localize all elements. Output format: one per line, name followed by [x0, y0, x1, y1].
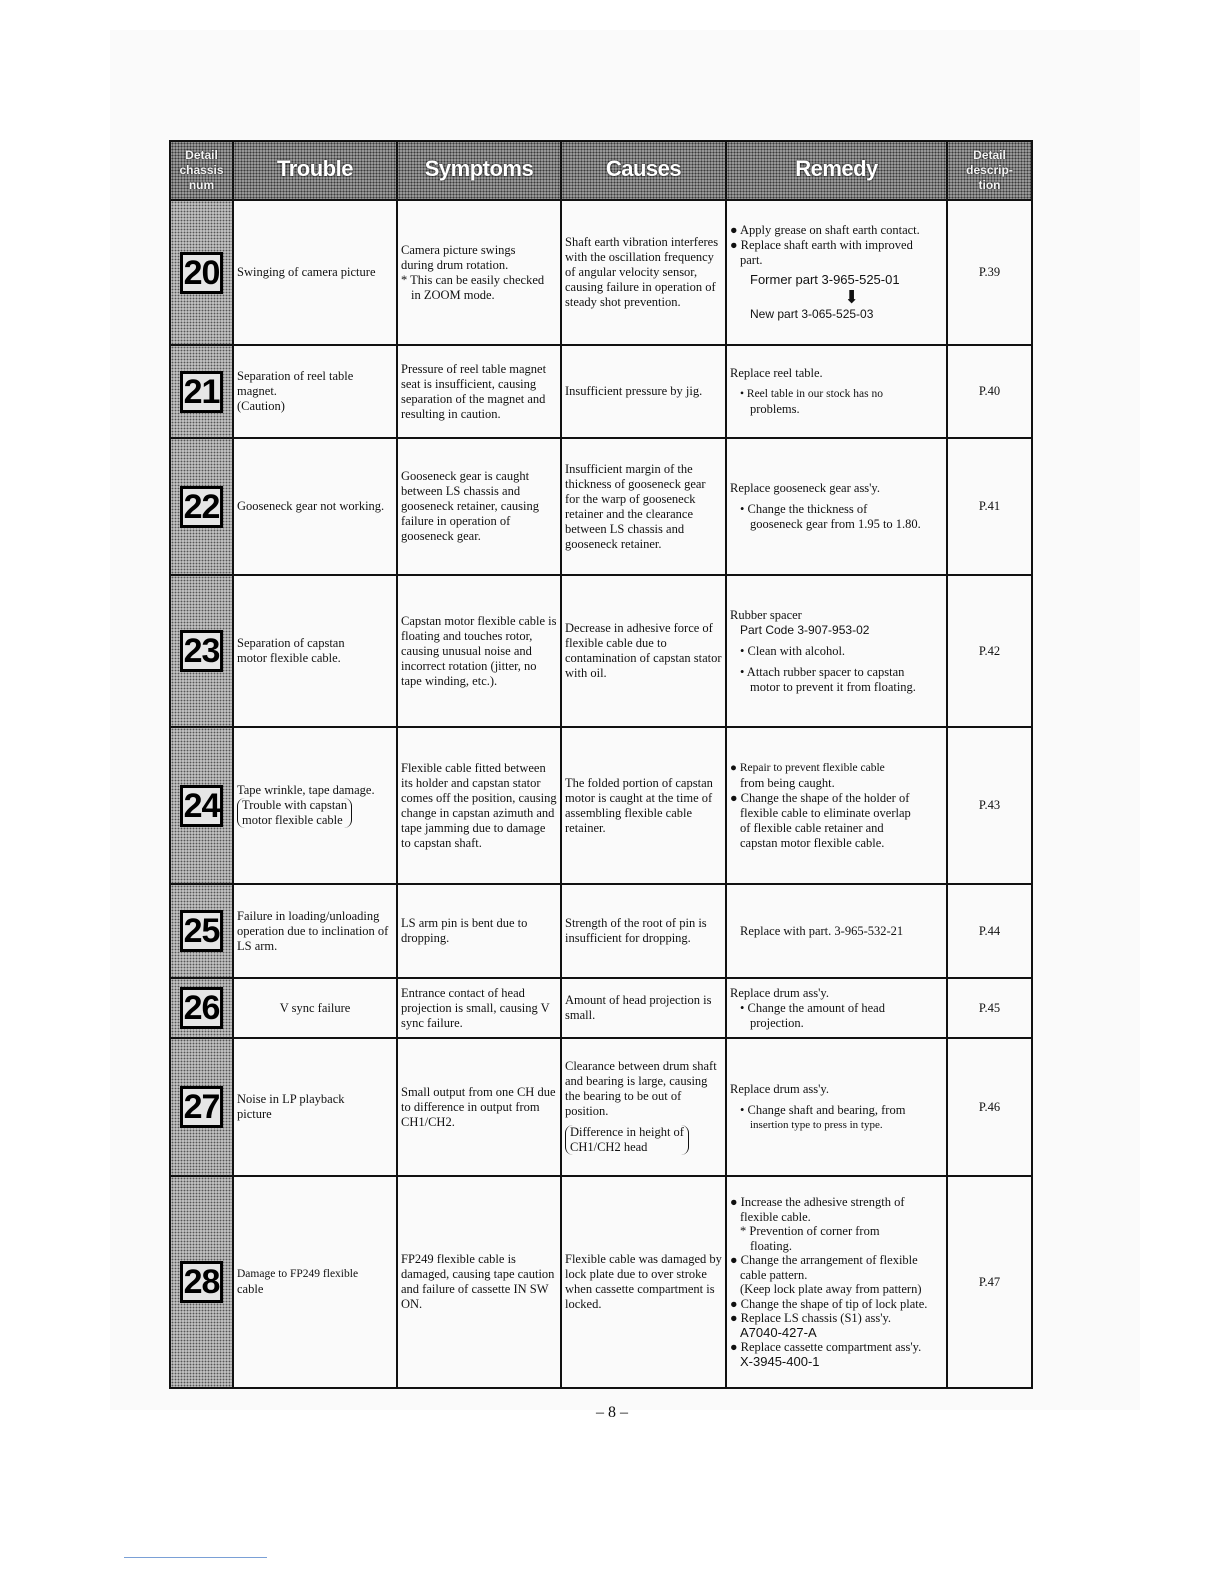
- trouble-table: [169, 140, 1033, 1389]
- detail-ref: P.39: [947, 200, 1032, 345]
- table-row: [170, 884, 1032, 978]
- cause-cell: Decrease in adhesive force of flexible cable due to contamination of capstan stator with oil.: [561, 575, 726, 727]
- detail-ref: P.47: [947, 1176, 1032, 1388]
- trouble-cell: Gooseneck gear not working.: [233, 438, 397, 575]
- trouble-cell: V sync failure: [233, 978, 397, 1038]
- table-row: [170, 200, 1032, 345]
- symptom-cell: LS arm pin is bent due to dropping.: [397, 884, 561, 978]
- trouble-cell: Failure in loading/unloading operation due to inclination of LS arm.: [233, 884, 397, 978]
- remedy-cell: Rubber spacer Part Code 3-907-953-02 • Clean with alcohol. • Attach rubber spacer to capstan motor to prevent it from floating.: [726, 575, 947, 727]
- cause-cell: The folded portion of capstan motor is caught at the time of assembling flexible cable retainer.: [561, 727, 726, 884]
- remedy-cell: ● Apply grease on shaft earth contact. ● Replace shaft earth with improved part. Former part 3-965-525-01 ⬇ New part 3-065-525-03: [726, 200, 947, 345]
- cause-cell: Flexible cable was damaged by lock plate due to over stroke when cassette compartment is locked.: [561, 1176, 726, 1388]
- row-number: 20: [170, 200, 233, 345]
- page-number: – 8 –: [596, 1404, 628, 1421]
- remedy-cell: ● Repair to prevent flexible cable from being caught. ● Change the shape of the holder of flexible cable to eliminate overlap of flexible cable retainer and capstan motor flexible cable.: [726, 727, 947, 884]
- arrow-down-icon: ⬇: [843, 287, 860, 307]
- table-row: [170, 1038, 1032, 1176]
- remedy-cell: ● Increase the adhesive strength of flexible cable. * Prevention of corner from floating. ● Change the arrangement of flexible cable pattern. (Keep lock plate away from pattern) ● Change the shape of tip of lock plate. ● Replace LS chassis (S1) ass'y. A7040-427-A ● Replace cassette compartment ass'y. X-3945-400-1: [726, 1176, 947, 1388]
- row-number: 25: [170, 884, 233, 978]
- table-row: [170, 727, 1032, 884]
- symptom-cell: Flexible cable fitted between its holder and capstan stator comes off the position, causing change in capstan azimuth and tape jamming due to damage to capstan shaft.: [397, 727, 561, 884]
- detail-ref: P.46: [947, 1038, 1032, 1176]
- detail-ref: P.41: [947, 438, 1032, 575]
- cause-cell: Insufficient pressure by jig.: [561, 345, 726, 438]
- header-symptoms: Symptoms: [397, 141, 561, 200]
- row-number: 21: [170, 345, 233, 438]
- symptom-cell: Capstan motor flexible cable is floating and touches rotor, causing unusual noise and incorrect rotation (jitter, no tape winding, etc.).: [397, 575, 561, 727]
- table-row: [170, 978, 1032, 1038]
- row-number: 27: [170, 1038, 233, 1176]
- symptom-cell: Camera picture swings during drum rotation. * This can be easily checked in ZOOM mode.: [397, 200, 561, 345]
- remedy-cell: Replace gooseneck gear ass'y. • Change the thickness of gooseneck gear from 1.95 to 1.80.: [726, 438, 947, 575]
- remedy-cell: Replace drum ass'y. • Change the amount of head projection.: [726, 978, 947, 1038]
- cause-cell: Insufficient margin of the thickness of gooseneck gear for the warp of gooseneck retainer and the clearance between LS chassis and gooseneck retainer.: [561, 438, 726, 575]
- header-detail: Detail descrip- tion: [947, 141, 1032, 200]
- trouble-cell: Separation of capstan motor flexible cable.: [233, 575, 397, 727]
- remedy-cell: Replace reel table. • Reel table in our stock has no problems.: [726, 345, 947, 438]
- cause-cell: Strength of the root of pin is insufficient for dropping.: [561, 884, 726, 978]
- header-trouble: Trouble: [233, 141, 397, 200]
- header-no: Detail chassis num: [170, 141, 233, 200]
- row-number: 26: [170, 978, 233, 1038]
- detail-ref: P.45: [947, 978, 1032, 1038]
- row-number: 24: [170, 727, 233, 884]
- trouble-cell: Noise in LP playback picture: [233, 1038, 397, 1176]
- table-row: [170, 438, 1032, 575]
- trouble-cell: Tape wrinkle, tape damage. Trouble with capstan motor flexible cable: [233, 727, 397, 884]
- cause-cell: Shaft earth vibration interferes with the oscillation frequency of angular velocity sensor, causing failure in operation of steady shot prevention.: [561, 200, 726, 345]
- header-remedy: Remedy: [726, 141, 947, 200]
- detail-ref: P.40: [947, 345, 1032, 438]
- trouble-cell: Separation of reel table magnet. (Caution): [233, 345, 397, 438]
- trouble-cell: Damage to FP249 flexible cable: [233, 1176, 397, 1388]
- row-number: 22: [170, 438, 233, 575]
- symptom-cell: Pressure of reel table magnet seat is insufficient, causing separation of the magnet and resulting in caution.: [397, 345, 561, 438]
- symptom-cell: Gooseneck gear is caught between LS chassis and gooseneck retainer, causing failure in operation of gooseneck gear.: [397, 438, 561, 575]
- symptom-cell: Entrance contact of head projection is small, causing V sync failure.: [397, 978, 561, 1038]
- table-row: [170, 345, 1032, 438]
- footer-divider: [124, 1557, 267, 1558]
- remedy-cell: Replace drum ass'y. • Change shaft and bearing, from insertion type to press in type.: [726, 1038, 947, 1176]
- remedy-cell: Replace with part. 3-965-532-21: [726, 884, 947, 978]
- header-causes: Causes: [561, 141, 726, 200]
- trouble-note: Trouble with capstan motor flexible cable: [237, 798, 352, 828]
- cause-cell: Amount of head projection is small.: [561, 978, 726, 1038]
- header-row: [170, 141, 1032, 200]
- table-row: [170, 575, 1032, 727]
- symptom-cell: Small output from one CH due to difference in output from CH1/CH2.: [397, 1038, 561, 1176]
- detail-ref: P.42: [947, 575, 1032, 727]
- cause-cell: Clearance between drum shaft and bearing is large, causing the bearing to be out of position. Difference in height of CH1/CH2 head: [561, 1038, 726, 1176]
- row-number: 28: [170, 1176, 233, 1388]
- detail-ref: P.43: [947, 727, 1032, 884]
- row-number: 23: [170, 575, 233, 727]
- cause-note: Difference in height of CH1/CH2 head: [565, 1125, 689, 1155]
- detail-ref: P.44: [947, 884, 1032, 978]
- symptom-cell: FP249 flexible cable is damaged, causing tape caution and failure of cassette IN SW ON.: [397, 1176, 561, 1388]
- trouble-cell: Swinging of camera picture: [233, 200, 397, 345]
- table-row: [170, 1176, 1032, 1388]
